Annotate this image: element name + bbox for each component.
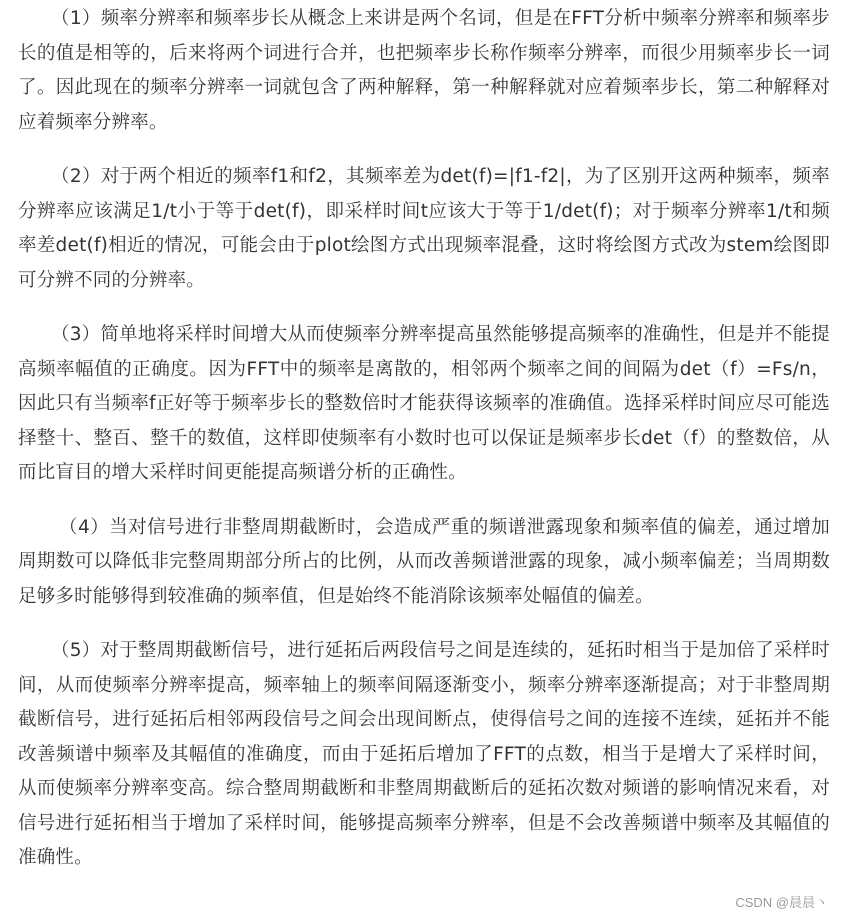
paragraph-4: （4）当对信号进行非整周期截断时，会造成严重的频谱泄露现象和频率值的偏差，通过增加周期数可以降低非完整周期部分所占的比例，从而改善频谱泄露的现象，减小频率偏差；当周期数足够多时能够得到较准确的频率值，但是始终不能消除该频率处幅值的偏差。	[18, 516, 830, 607]
article-body	[18, 2, 830, 896]
paragraph-2: （2）对于两个相近的频率f1和f2，其频率差为det(f)=|f1-f2|，为了区别开这两种频率，频率分辨率应该满足1/t小于等于det(f)，即采样时间t应该大于等于1/det(f)；对于频率分辨率1/t和频率差det(f)相近的情况，可能会由于plot绘图方式出现频率混叠，这时将绘图方式改为stem绘图即可分辨不同的分辨率。	[18, 166, 830, 291]
paragraph-3: （3）简单地将采样时间增大从而使频率分辨率提高虽然能够提高频率的准确性，但是并不能提高频率幅值的正确度。因为FFT中的频率是离散的，相邻两个频率之间的间隔为det（f）=Fs/n，因此只有当频率f正好等于频率步长的整数倍时才能获得该频率的准确值。选择采样时间应尽可能选择整十、整百、整千的数值，这样即使频率有小数时也可以保证是频率步长det（f）的整数倍，从而比盲目的增大采样时间更能提高频谱分析的正确性。	[18, 324, 830, 483]
csdn-watermark: CSDN @晨晨丶	[733, 892, 830, 911]
paragraph-1: （1）频率分辨率和频率步长从概念上来讲是两个名词，但是在FFT分析中频率分辨率和频率步长的值是相等的，后来将两个词进行合并，也把频率步长称作频率分辨率，而很少用频率步长一词了。因此现在的频率分辨率一词就包含了两种解释，第一种解释就对应着频率步长，第二种解释对应着频率分辨率。	[18, 8, 830, 133]
paragraph-5: （5）对于整周期截断信号，进行延拓后两段信号之间是连续的，延拓时相当于是加倍了采样时间，从而使频率分辨率提高，频率轴上的频率间隔逐渐变小，频率分辨率逐渐提高；对于非整周期截断信号，进行延拓后相邻两段信号之间会出现间断点，使得信号之间的连接不连续，延拓并不能改善频谱中频率及其幅值的准确度，而由于延拓后增加了FFT的点数，相当于是增大了采样时间，从而使频率分辨率变高。综合整周期截断和非整周期截断后的延拓次数对频谱的影响情况来看，对信号进行延拓相当于增加了采样时间，能够提高频率分辨率，但是不会改善频谱中频率及其幅值的准确性。	[18, 640, 830, 868]
